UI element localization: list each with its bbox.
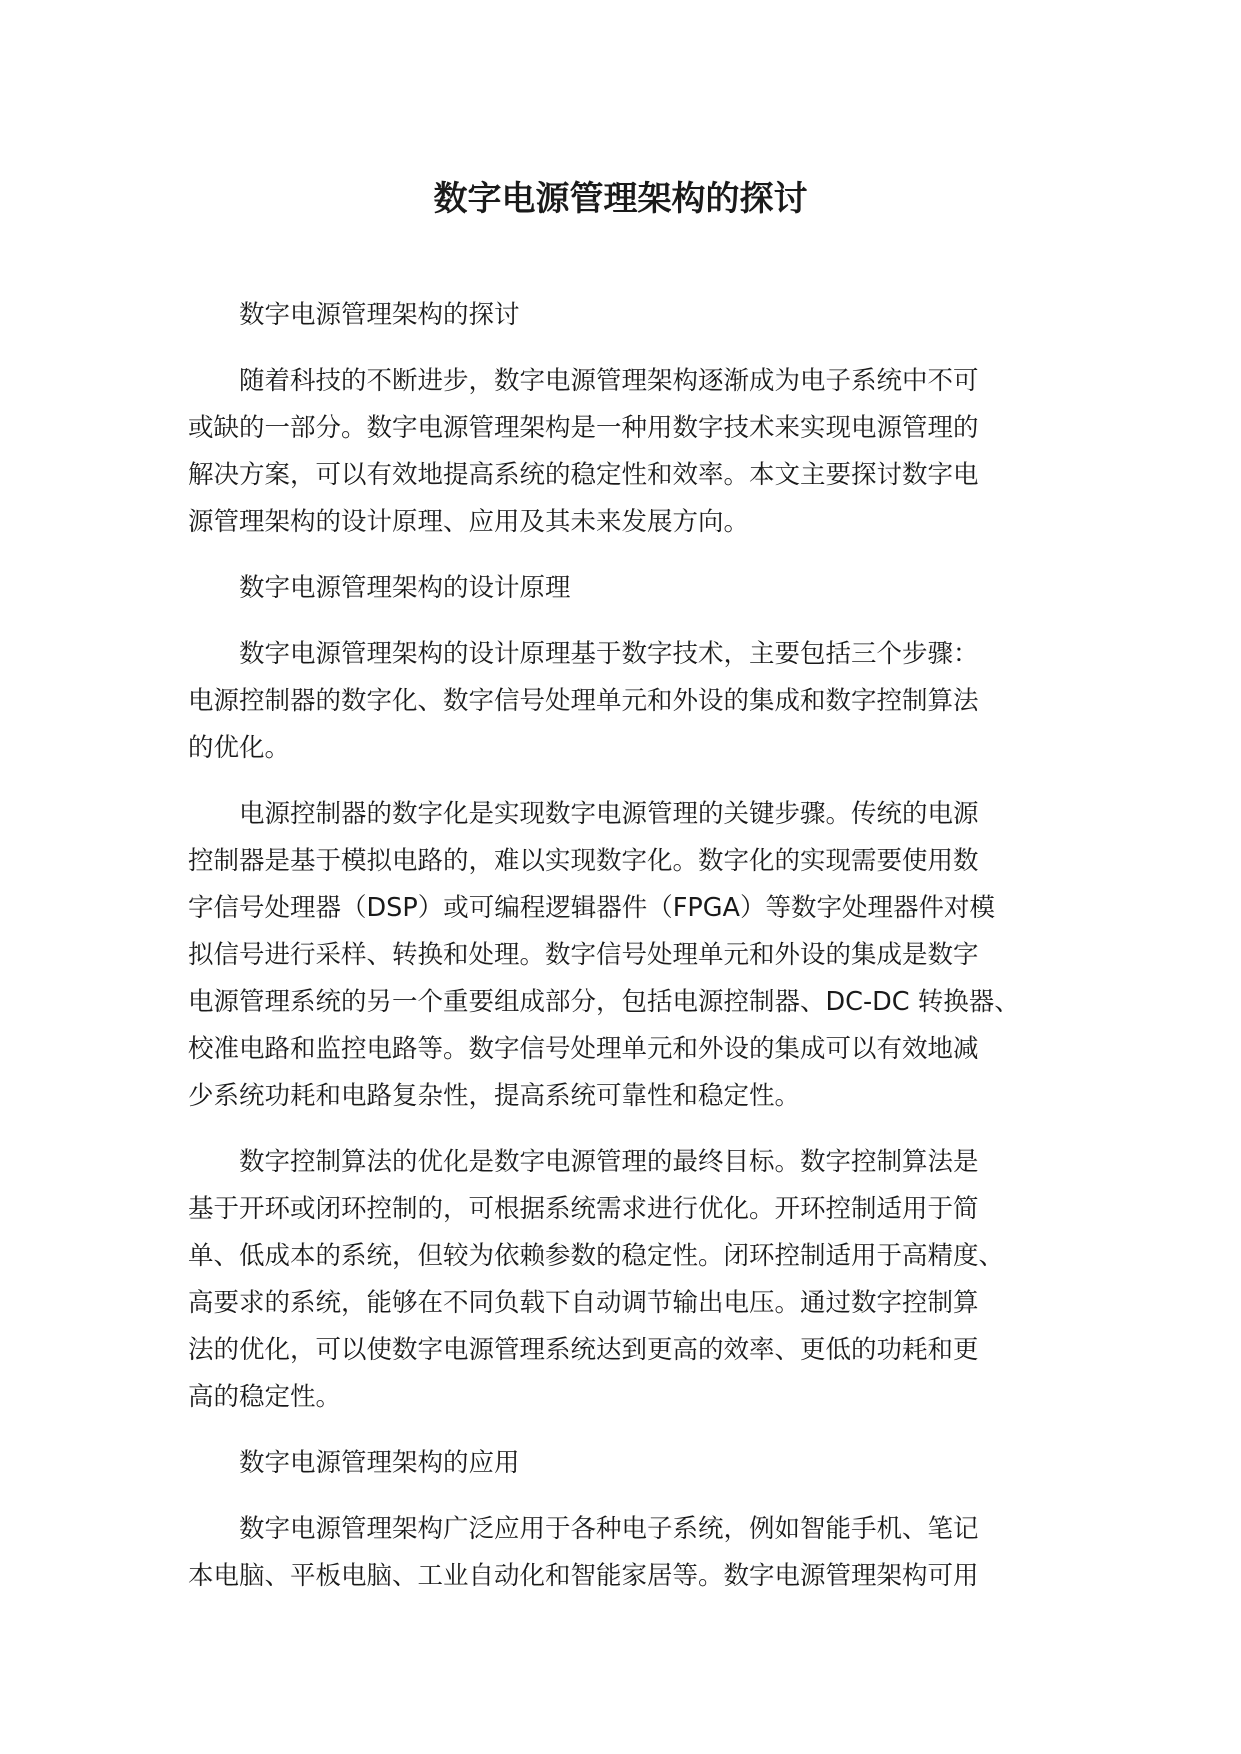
section-heading bbox=[188, 292, 1048, 339]
text-line: 本电脑、平板电脑、工业自动化和智能家居等。数字电源管理架构可用 bbox=[188, 1561, 979, 1591]
document-body bbox=[188, 292, 1048, 1619]
paragraph bbox=[188, 1506, 1048, 1600]
text-line: 数字电源管理架构的应用 bbox=[239, 1448, 520, 1478]
text-line: 少系统功耗和电路复杂性，提高系统可靠性和稳定性。 bbox=[188, 1081, 801, 1111]
paragraph bbox=[188, 791, 1048, 1120]
paragraph bbox=[188, 358, 1048, 546]
text-line: 拟信号进行采样、转换和处理。数字信号处理单元和外设的集成是数字 bbox=[188, 940, 979, 970]
section-heading bbox=[188, 565, 1048, 612]
paragraph bbox=[188, 1139, 1048, 1421]
text-line: 单、低成本的系统，但较为依赖参数的稳定性。闭环控制适用于高精度、 bbox=[188, 1241, 1005, 1271]
document-title: 数字电源管理架构的探讨 bbox=[433, 179, 808, 219]
text-line: 基于开环或闭环控制的，可根据系统需求进行优化。开环控制适用于简 bbox=[188, 1194, 979, 1224]
text-line: 数字电源管理架构的设计原理 bbox=[239, 573, 571, 603]
text-line: 校准电路和监控电路等。数字信号处理单元和外设的集成可以有效地减 bbox=[188, 1034, 979, 1064]
text-line: 的优化。 bbox=[188, 733, 291, 763]
text-line: 数字控制算法的优化是数字电源管理的最终目标。数字控制算法是 bbox=[239, 1147, 979, 1177]
text-line: 数字电源管理架构广泛应用于各种电子系统，例如智能手机、笔记 bbox=[239, 1514, 979, 1544]
text-line: 数字电源管理架构的设计原理基于数字技术，主要包括三个步骤： bbox=[239, 639, 979, 669]
paragraph bbox=[188, 631, 1048, 772]
text-line: 高要求的系统，能够在不同负载下自动调节输出电压。通过数字控制算 bbox=[188, 1288, 979, 1318]
text-line: 高的稳定性。 bbox=[188, 1382, 342, 1412]
text-line: 电源控制器的数字化是实现数字电源管理的关键步骤。传统的电源 bbox=[239, 799, 979, 829]
text-line: 源管理架构的设计原理、应用及其未来发展方向。 bbox=[188, 507, 750, 537]
section-heading bbox=[188, 1440, 1048, 1487]
text-line: 或缺的一部分。数字电源管理架构是一种用数字技术来实现电源管理的 bbox=[188, 413, 979, 443]
text-line: 控制器是基于模拟电路的，难以实现数字化。数字化的实现需要使用数 bbox=[188, 846, 979, 876]
text-line: 电源控制器的数字化、数字信号处理单元和外设的集成和数字控制算法 bbox=[188, 686, 979, 716]
text-line: 法的优化，可以使数字电源管理系统达到更高的效率、更低的功耗和更 bbox=[188, 1335, 979, 1365]
text-line: 随着科技的不断进步，数字电源管理架构逐渐成为电子系统中不可 bbox=[239, 366, 979, 396]
text-line: 电源管理系统的另一个重要组成部分，包括电源控制器、DC-DC 转换器、 bbox=[188, 987, 1020, 1017]
text-line: 字信号处理器（DSP）或可编程逻辑器件（FPGA）等数字处理器件对模 bbox=[188, 893, 995, 923]
text-line: 数字电源管理架构的探讨 bbox=[239, 300, 520, 330]
text-line: 解决方案，可以有效地提高系统的稳定性和效率。本文主要探讨数字电 bbox=[188, 460, 979, 490]
